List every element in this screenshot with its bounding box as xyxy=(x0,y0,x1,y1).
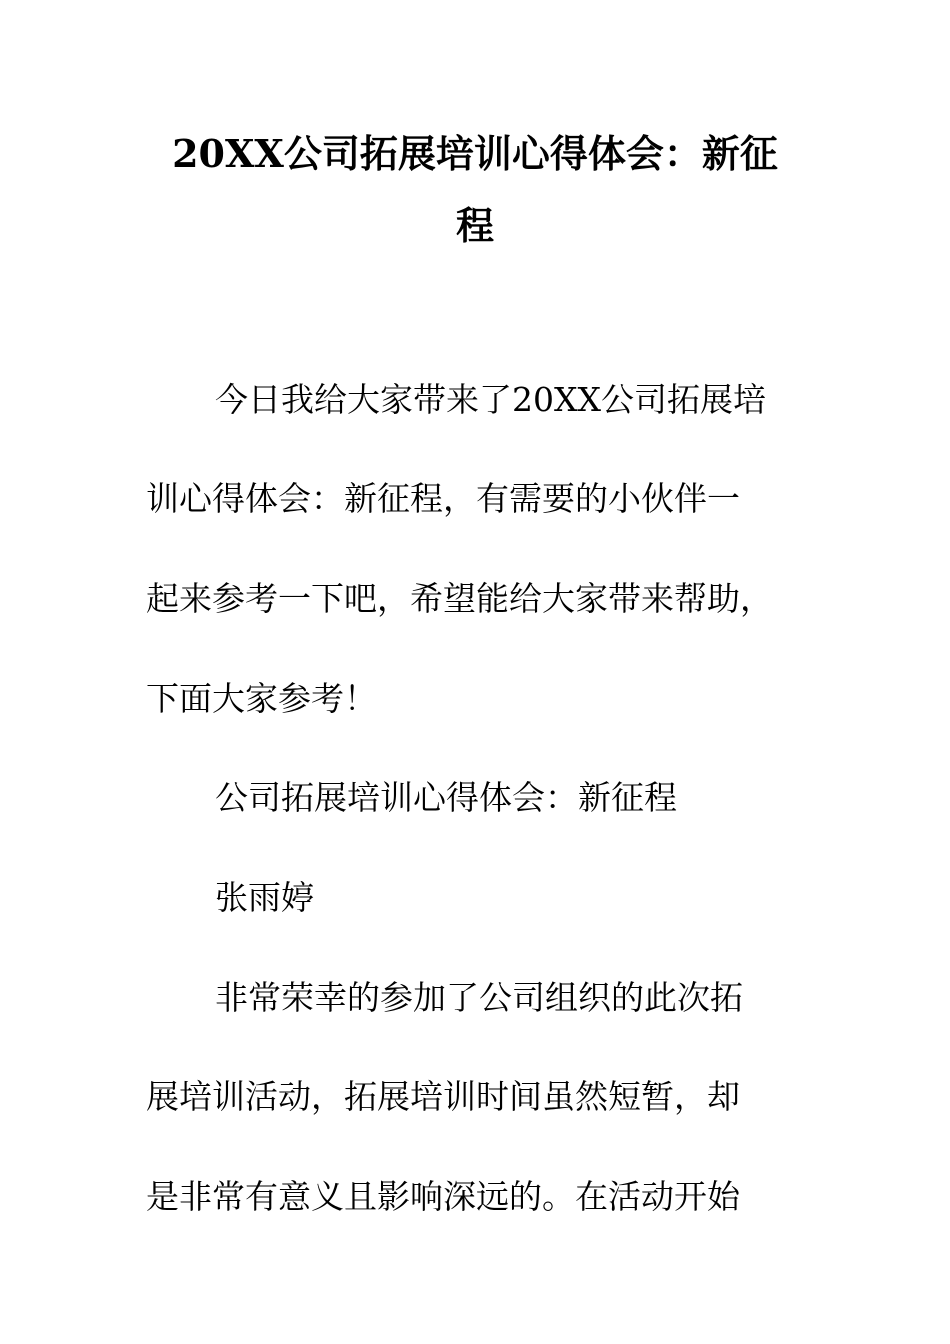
body-line-8: 展培训活动，拓展培训时间虽然短暂，却 xyxy=(146,1077,740,1116)
body-line-2: 训心得体会：新征程，有需要的小伙伴一 xyxy=(146,479,740,518)
subtitle-line: 公司拓展培训心得体会：新征程 xyxy=(215,778,677,817)
body-line-3: 起来参考一下吧，希望能给大家带来帮助， xyxy=(146,579,773,618)
document-title-line-2: 程 xyxy=(455,203,494,248)
author-line: 张雨婷 xyxy=(215,878,314,917)
document-title-line-1: 20XX公司拓展培训心得体会：新征 xyxy=(172,131,778,176)
body-line-7: 非常荣幸的参加了公司组织的此次拓 xyxy=(215,978,743,1017)
body-line-4: 下面大家参考！ xyxy=(146,679,377,718)
body-line-9: 是非常有意义且影响深远的。在活动开始 xyxy=(146,1177,740,1216)
body-line-1: 今日我给大家带来了20XX公司拓展培 xyxy=(215,380,766,419)
